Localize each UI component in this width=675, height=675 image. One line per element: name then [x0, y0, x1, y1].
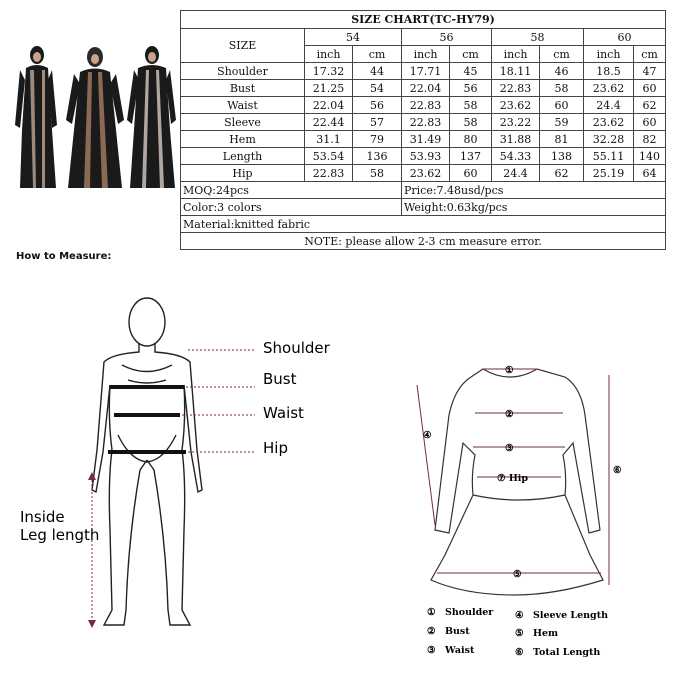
legend-text-5: Hem	[533, 628, 559, 639]
table-cell: 55.11	[584, 148, 634, 165]
unit-header: inch	[402, 46, 450, 63]
table-cell: 22.44	[305, 114, 353, 131]
label-shoulder: Shoulder	[263, 339, 330, 357]
body-outline-icon	[92, 298, 202, 625]
chart-title: SIZE CHART(TC-HY79)	[181, 11, 666, 29]
dress-mark-4: ④	[423, 430, 432, 441]
legend-num-1: ①	[427, 607, 436, 618]
table-cell: 45	[450, 63, 492, 80]
table-cell: 137	[450, 148, 492, 165]
measure-bands	[108, 387, 186, 452]
table-cell: 54.33	[492, 148, 540, 165]
how-to-measure-heading: How to Measure:	[16, 251, 112, 262]
size-chart-table	[180, 10, 666, 250]
table-cell: 46	[540, 63, 584, 80]
table-cell: 22.83	[305, 165, 353, 182]
legend-num-4: ④	[515, 610, 524, 621]
row-label: Bust	[181, 80, 305, 97]
unit-header: inch	[584, 46, 634, 63]
color-cell: Color:3 colors	[181, 199, 402, 216]
dress-mark-5: ⑤	[513, 569, 522, 580]
legend-text-3: Waist	[445, 645, 475, 656]
material-cell: Material:knitted fabric	[181, 216, 666, 233]
unit-header: inch	[305, 46, 353, 63]
model-3	[127, 46, 176, 188]
note-cell: NOTE: please allow 2-3 cm measure error.	[181, 233, 666, 250]
table-cell: 62	[634, 97, 666, 114]
body-figure-diagram	[0, 280, 340, 675]
unit-header: inch	[492, 46, 540, 63]
row-label: Sleeve	[181, 114, 305, 131]
model-2	[66, 47, 124, 188]
product-photo	[12, 10, 178, 246]
row-label: Hip	[181, 165, 305, 182]
table-cell: 31.49	[402, 131, 450, 148]
legend-text-1: Shoulder	[445, 607, 494, 618]
table-row	[181, 97, 666, 114]
table-cell: 138	[540, 148, 584, 165]
table-cell: 58	[353, 165, 402, 182]
table-cell: 22.04	[305, 97, 353, 114]
table-row	[181, 63, 666, 80]
table-cell: 47	[634, 63, 666, 80]
leader-lines	[92, 350, 255, 620]
table-cell: 54	[353, 80, 402, 97]
dress-hip-label: ⑦ Hip	[497, 473, 529, 484]
table-row	[181, 165, 666, 182]
moq-cell: MOQ:24pcs	[181, 182, 402, 199]
table-cell: 60	[634, 80, 666, 97]
unit-header: cm	[540, 46, 584, 63]
dress-mark-2: ②	[505, 409, 514, 420]
table-cell: 17.71	[402, 63, 450, 80]
table-cell: 60	[634, 114, 666, 131]
size-col: 60	[584, 29, 666, 46]
table-cell: 22.04	[402, 80, 450, 97]
table-cell: 24.4	[584, 97, 634, 114]
label-inside: Inside	[20, 508, 65, 526]
legend-num-5: ⑤	[515, 628, 524, 639]
legend-num-2: ②	[427, 626, 436, 637]
legend-text-2: Bust	[445, 626, 470, 637]
table-cell: 17.32	[305, 63, 353, 80]
table-cell: 23.62	[492, 97, 540, 114]
row-label: Length	[181, 148, 305, 165]
legend-text-6: Total Length	[533, 647, 601, 658]
table-row	[181, 148, 666, 165]
table-cell: 22.83	[402, 114, 450, 131]
weight-cell: Weight:0.63kg/pcs	[402, 199, 666, 216]
table-cell: 31.88	[492, 131, 540, 148]
table-cell: 23.62	[584, 80, 634, 97]
table-cell: 24.4	[492, 165, 540, 182]
dress-mark-6: ⑥	[613, 465, 622, 476]
table-cell: 57	[353, 114, 402, 131]
unit-header: cm	[353, 46, 402, 63]
dress-mark-1: ①	[505, 365, 514, 376]
dress-mark-3: ③	[505, 443, 514, 454]
table-cell: 31.1	[305, 131, 353, 148]
table-row	[181, 80, 666, 97]
table-cell: 81	[540, 131, 584, 148]
table-cell: 25.19	[584, 165, 634, 182]
table-cell: 21.25	[305, 80, 353, 97]
table-cell: 32.28	[584, 131, 634, 148]
dress-diagram	[405, 355, 665, 665]
table-cell: 60	[540, 97, 584, 114]
label-waist: Waist	[263, 404, 304, 422]
table-cell: 53.93	[402, 148, 450, 165]
price-cell: Price:7.48usd/pcs	[402, 182, 666, 199]
label-hip: Hip	[263, 439, 288, 457]
size-col: 56	[402, 29, 492, 46]
table-cell: 80	[450, 131, 492, 148]
table-cell: 23.62	[584, 114, 634, 131]
table-cell: 58	[450, 114, 492, 131]
table-cell: 22.83	[402, 97, 450, 114]
table-cell: 136	[353, 148, 402, 165]
table-cell: 56	[450, 80, 492, 97]
model-1	[15, 46, 57, 188]
legend-num-3: ③	[427, 645, 436, 656]
table-cell: 60	[450, 165, 492, 182]
table-cell: 23.62	[402, 165, 450, 182]
legend-text-4: Sleeve Length	[533, 610, 608, 621]
legend-num-6: ⑥	[515, 647, 524, 658]
table-cell: 140	[634, 148, 666, 165]
label-leg-length: Leg length	[20, 526, 100, 544]
table-row	[181, 131, 666, 148]
row-label: Shoulder	[181, 63, 305, 80]
table-cell: 62	[540, 165, 584, 182]
table-cell: 18.5	[584, 63, 634, 80]
table-cell: 59	[540, 114, 584, 131]
size-header: SIZE	[181, 29, 305, 63]
table-cell: 64	[634, 165, 666, 182]
row-label: Hem	[181, 131, 305, 148]
size-col: 54	[305, 29, 402, 46]
table-cell: 82	[634, 131, 666, 148]
table-cell: 22.83	[492, 80, 540, 97]
table-cell: 56	[353, 97, 402, 114]
unit-header: cm	[634, 46, 666, 63]
table-cell: 18.11	[492, 63, 540, 80]
row-label: Waist	[181, 97, 305, 114]
table-cell: 53.54	[305, 148, 353, 165]
unit-header: cm	[450, 46, 492, 63]
table-cell: 79	[353, 131, 402, 148]
table-cell: 23.22	[492, 114, 540, 131]
label-bust: Bust	[263, 370, 297, 388]
table-cell: 58	[540, 80, 584, 97]
table-cell: 58	[450, 97, 492, 114]
size-col: 58	[492, 29, 584, 46]
chart-rows	[181, 63, 666, 182]
table-cell: 44	[353, 63, 402, 80]
table-row	[181, 114, 666, 131]
